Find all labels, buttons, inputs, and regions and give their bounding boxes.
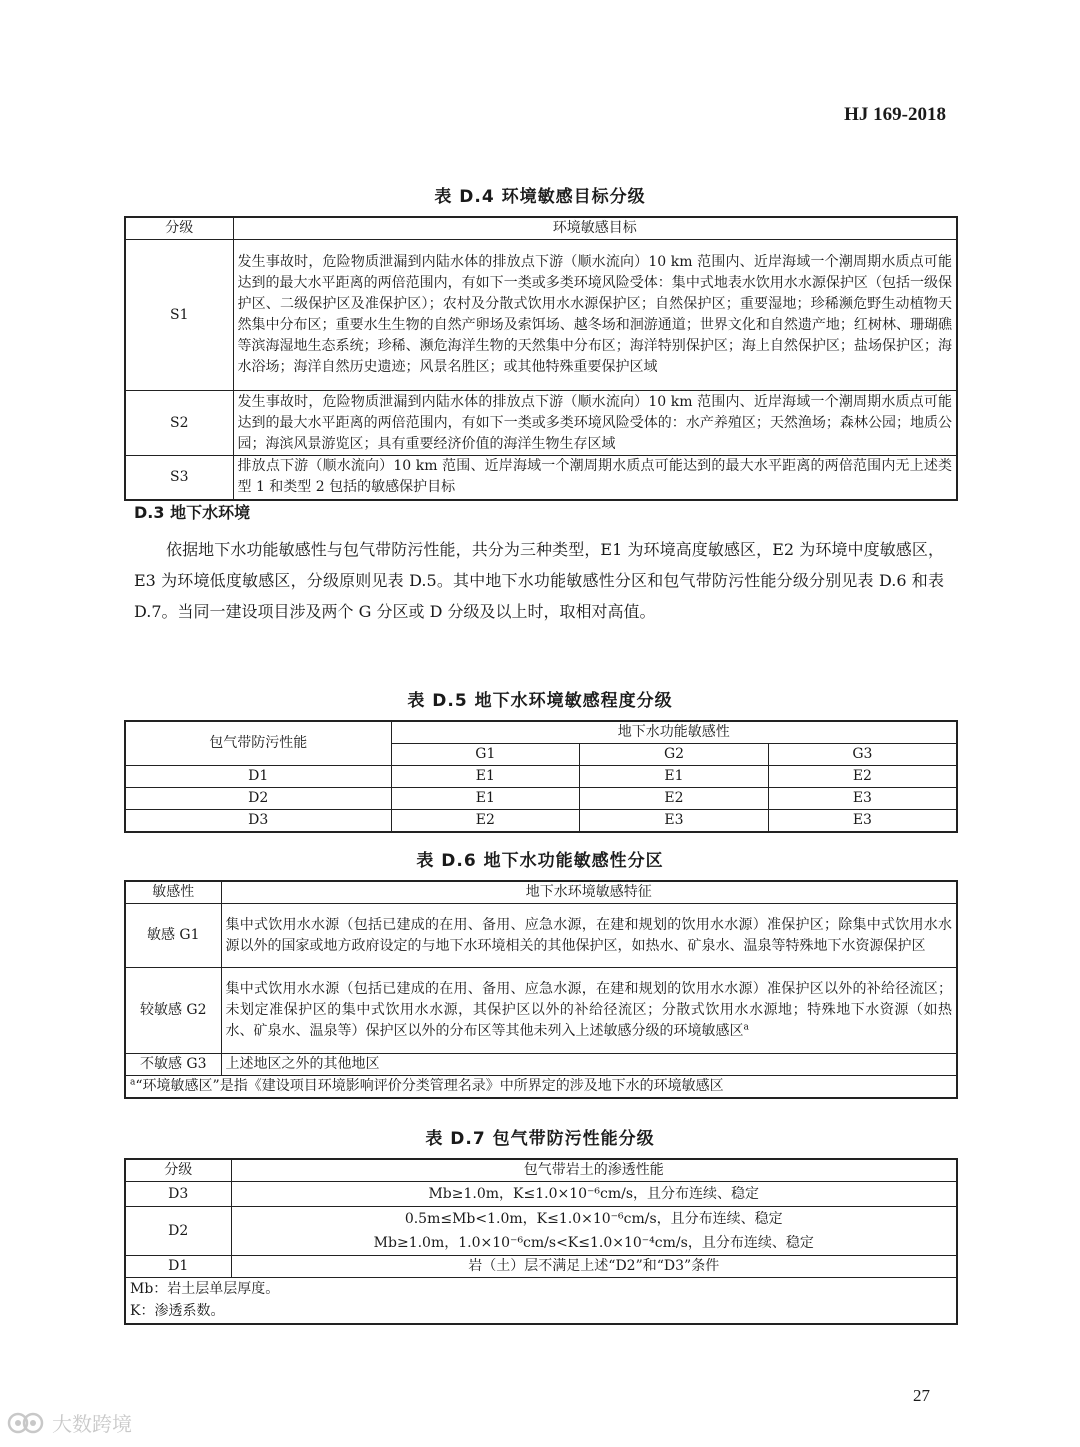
table-d7-text-d3: Mb≥1.0m，K≤1.0×10⁻⁶cm/s，且分布连续、稳定 <box>231 1182 957 1207</box>
table-d5-row-label: D3 <box>125 810 391 833</box>
table-d4-text-s3: 排放点下游（顺水流向）10 km 范围、近岸海域一个潮周期水质点可能达到的最大水平距离的两倍范围内无上述类型 1 和类型 2 包括的敏感保护目标 <box>233 456 957 500</box>
table-d5-cell: E2 <box>580 788 769 810</box>
table-d7-text-d1: 岩（土）层不满足上述“D2”和“D3”条件 <box>231 1256 957 1278</box>
table-d7-grade-d1: D1 <box>125 1256 231 1278</box>
table-d7 <box>124 1158 958 1325</box>
footnote-marker: a <box>743 1022 749 1033</box>
table-d6-header-feature: 地下水环境敏感特征 <box>221 881 957 904</box>
watermark-text: 大数跨境 <box>52 1412 132 1436</box>
footnote-marker: a <box>130 1077 136 1088</box>
section-d3-paragraph: 依据地下水功能敏感性与包气带防污性能，共分为三种类型，E1 为环境高度敏感区，E2 为环境中度敏感区，E3 为环境低度敏感区，分级原则见表 D.5。其中地下水功能敏感性分区和包气带防污性能分级分别见表 D.6 和表 D.7。当同一建设项目涉及两个 G 分区或 D 分级及以上时，取相对高值。 <box>134 540 944 621</box>
table-d7-note: Mb：岩土层单层厚度。 <box>130 1281 280 1298</box>
table-d5-cell: E3 <box>768 788 957 810</box>
table-d4-text-s1: 发生事故时，危险物质泄漏到内陆水体的排放点下游（顺水流向）10 km 范围内、近岸海域一个潮周期水质点可能达到的最大水平距离的两倍范围内，有如下一类或多类环境风险受体：集中式地表水饮用水水源保护区（包括一级保护区、二级保护区及准保护区）；农村及分散式饮用水水源保护区；自然保护区；重要湿地；珍稀濒危野生动植物天然集中分布区；重要水生生物的自然产卵场及索饵场、越冬场和洄游通道；世界文化和自然遗产地；红树林、珊瑚礁等滨海湿地生态系统；珍稀、濒危海洋生物的天然集中分布区；海洋特别保护区；海上自然保护区；盐场保护区；海水浴场；海洋自然历史遗迹；风景名胜区；或其他特殊重要保护区域 <box>233 240 957 391</box>
table-d7-note: K：渗透系数。 <box>130 1303 225 1320</box>
table-d6-grade-g1: 敏感 G1 <box>125 904 221 968</box>
table-d5-group-header: 地下水功能敏感性 <box>391 721 957 744</box>
watermark <box>6 1408 132 1437</box>
table-d6-text-g1: 集中式饮用水水源（包括已建成的在用、备用、应急水源，在建和规划的饮用水水源）准保护区；除集中式饮用水水源以外的国家或地方政府设定的与地下水环境相关的其他保护区，如热水、矿泉水、温泉等特殊地下水资源保护区 <box>221 904 957 968</box>
table-d5-row-label: D2 <box>125 788 391 810</box>
table-d7-notes <box>125 1278 957 1324</box>
table-d7-text-d2 <box>231 1207 957 1256</box>
watermark-logo-icon <box>6 1410 46 1436</box>
table-d4-header-grade: 分级 <box>125 217 233 240</box>
table-d6-footnote: “环境敏感区”是指《建设项目环境影响评价分类管理名录》中所界定的涉及地下水的环境敏感区 <box>135 1078 724 1094</box>
table-d4 <box>124 216 958 501</box>
table-d5-caption: 表 D.5 地下水环境敏感程度分级 <box>407 691 673 711</box>
table-d5-cell: E1 <box>391 766 580 788</box>
table-d7-text-d2-line: 0.5m≤Mb<1.0m，K≤1.0×10⁻⁶cm/s，且分布连续、稳定 <box>404 1211 783 1227</box>
table-d6-text-g2-cell <box>221 968 957 1054</box>
table-d5-cell: E2 <box>768 766 957 788</box>
table-d5-cell: E1 <box>391 788 580 810</box>
table-d6-caption: 表 D.6 地下水功能敏感性分区 <box>416 851 664 871</box>
table-d5-cell: E3 <box>768 810 957 833</box>
table-d4-grade-s3: S3 <box>125 456 233 500</box>
table-d7-grade-d3: D3 <box>125 1182 231 1207</box>
table-d6-footnote-cell <box>125 1076 957 1099</box>
table-d6-grade-g2: 较敏感 G2 <box>125 968 221 1054</box>
table-d4-text-s2: 发生事故时，危险物质泄漏到内陆水体的排放点下游（顺水流向）10 km 范围内、近岸海域一个潮周期水质点可能达到的最大水平距离的两倍范围内，有如下一类或多类环境风险受体的：水产养殖区；天然渔场；森林公园；地质公园；海滨风景游览区；具有重要经济价值的海洋生物生存区域 <box>233 391 957 456</box>
table-d4-grade-s1: S1 <box>125 240 233 391</box>
table-d5-col-g1: G1 <box>391 744 580 766</box>
table-d4-grade-s2: S2 <box>125 391 233 456</box>
table-d5-corner: 包气带防污性能 <box>125 721 391 766</box>
table-d7-text-d2-line: Mb≥1.0m，1.0×10⁻⁶cm/s<K≤1.0×10⁻⁴cm/s，且分布连续、稳定 <box>373 1235 814 1251</box>
table-d7-header-grade: 分级 <box>125 1159 231 1182</box>
table-d5-cell: E1 <box>580 766 769 788</box>
table-d7-grade-d2: D2 <box>125 1207 231 1256</box>
table-d6 <box>124 880 958 1099</box>
table-d5 <box>124 720 958 833</box>
table-d5-cell: E2 <box>391 810 580 833</box>
table-d6-header-sensitivity: 敏感性 <box>125 881 221 904</box>
section-d3-title: D.3 地下水环境 <box>134 503 251 522</box>
table-d5-cell: E3 <box>580 810 769 833</box>
table-d7-caption: 表 D.7 包气带防污性能分级 <box>425 1129 655 1149</box>
page-number: 27 <box>913 1386 930 1405</box>
standard-number: HJ 169-2018 <box>844 104 946 125</box>
table-d5-col-g3: G3 <box>768 744 957 766</box>
table-d5-col-g2: G2 <box>580 744 769 766</box>
table-d6-grade-g3: 不敏感 G3 <box>125 1054 221 1076</box>
table-d6-text-g3: 上述地区之外的其他地区 <box>221 1054 957 1076</box>
table-d6-text-g2: 集中式饮用水水源（包括已建成的在用、备用、应急水源，在建和规划的饮用水水源）准保护区以外的补给径流区；未划定准保护区的集中式饮用水水源，其保护区以外的补给径流区；分散式饮用水水源地；特殊地下水资源（如热水、矿泉水、温泉等）保护区以外的分布区等其他未列入上述敏感分级的环境敏感区 <box>225 981 952 1039</box>
table-d4-caption: 表 D.4 环境敏感目标分级 <box>434 187 646 207</box>
table-d4-header-target: 环境敏感目标 <box>233 217 957 240</box>
table-d5-row-label: D1 <box>125 766 391 788</box>
table-d7-header-permeability: 包气带岩土的渗透性能 <box>231 1159 957 1182</box>
